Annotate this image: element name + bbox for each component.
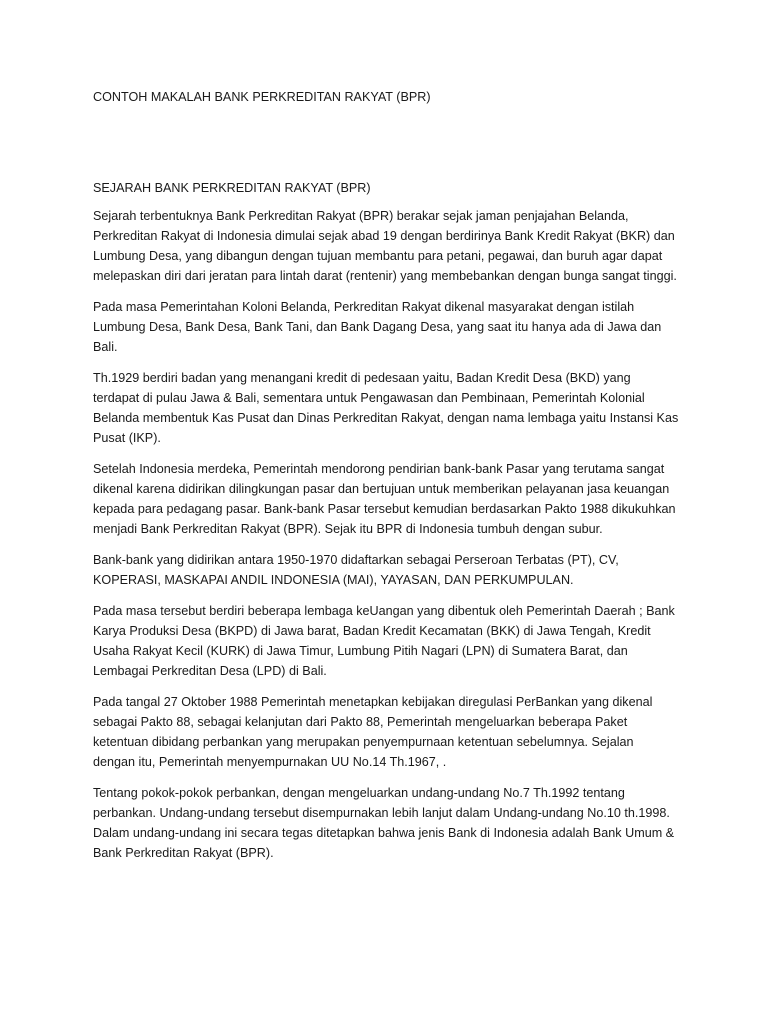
- section-heading: SEJARAH BANK PERKREDITAN RAKYAT (BPR): [93, 181, 371, 195]
- paragraph-colonial-era: Pada masa Pemerintahan Koloni Belanda, Perkreditan Rakyat dikenal masyarakat dengan istilah Lumbung Desa, Bank Desa, Bank Tani, dan Bank Dagang Desa, yang saat itu hanya ada di Jawa dan Bali.: [93, 300, 662, 354]
- document-body: [93, 178, 679, 874]
- paragraph-post-independence: Setelah Indonesia merdeka, Pemerintah mendorong pendirian bank-bank Pasar yang terutama sangat dikenal karena didirikan dilingkungan pasar dan bertujuan untuk memberikan pelayanan jasa keuangan kepada para pedagang pasar. Bank-bank Pasar tersebut kemudian berdasarkan Pakto 1988 dikukuhkan menjadi Bank Perkreditan Rakyat (BPR). Sejak itu BPR di Indonesia tumbuh dengan subur.: [93, 462, 676, 536]
- paragraph-regional-institutions: Pada masa tersebut berdiri beberapa lembaga keUangan yang dibentuk oleh Pemerintah Daerah ; Bank Karya Produksi Desa (BKPD) di Jawa barat, Badan Kredit Kecamatan (BKK) di Jawa Tengah, Kredit Usaha Rakyat Kecil (KURK) di Jawa Timur, Lumbung Pitih Nagari (LPN) di Sumatera Barat, dan Lembagai Perkreditan Desa (LPD) di Bali.: [93, 604, 675, 678]
- paragraph-pakto-88: Pada tangal 27 Oktober 1988 Pemerintah menetapkan kebijakan diregulasi PerBankan yang dikenal sebagai Pakto 88, sebagai kelanjutan dari Pakto 88, Pemerintah mengeluarkan beberapa Paket ketentuan dibidang perbankan yang merupakan penyempurnaan ketentuan sebelumnya. Sejalan dengan itu, Pemerintah menyempurnakan UU No.14 Th.1967, .: [93, 695, 653, 769]
- paragraph-1929-bkd: Th.1929 berdiri badan yang menangani kredit di pedesaan yaitu, Badan Kredit Desa (BKD) yang terdapat di pulau Jawa & Bali, sementara untuk Pengawasan dan Pembinaan, Pemerintah Kolonial Belanda membentuk Kas Pusat dan Dinas Perkreditan Rakyat, dengan nama lembaga yaitu Instansi Kas Pusat (IKP).: [93, 371, 679, 445]
- paragraph-banking-law: Tentang pokok-pokok perbankan, dengan mengeluarkan undang-undang No.7 Th.1992 tentang perbankan. Undang-undang tersebut disempurnakan lebih lanjut dalam Undang-undang No.10 th.1998. Dalam undang-undang ini secara tegas ditetapkan bahwa jenis Bank di Indonesia adalah Bank Umum & Bank Perkreditan Rakyat (BPR).: [93, 786, 675, 860]
- document-title: CONTOH MAKALAH BANK PERKREDITAN RAKYAT (BPR): [93, 90, 431, 104]
- paragraph-history-origin: Sejarah terbentuknya Bank Perkreditan Rakyat (BPR) berakar sejak jaman penjajahan Belanda, Perkreditan Rakyat di Indonesia dimulai sejak abad 19 dengan berdirinya Bank Kredit Rakyat (BKR) dan Lumbung Desa, yang dibangun dengan tujuan membantu para petani, pegawai, dan buruh agar dapat melepaskan diri dari jeratan para lintah darat (rentenir) yang membebankan dengan bunga sangat tinggi.: [93, 209, 677, 283]
- paragraph-1950-1970-banks: Bank-bank yang didirikan antara 1950-1970 didaftarkan sebagai Perseroan Terbatas (PT), CV, KOPERASI, MASKAPAI ANDIL INDONESIA (MAI), YAYASAN, DAN PERKUMPULAN.: [93, 553, 619, 587]
